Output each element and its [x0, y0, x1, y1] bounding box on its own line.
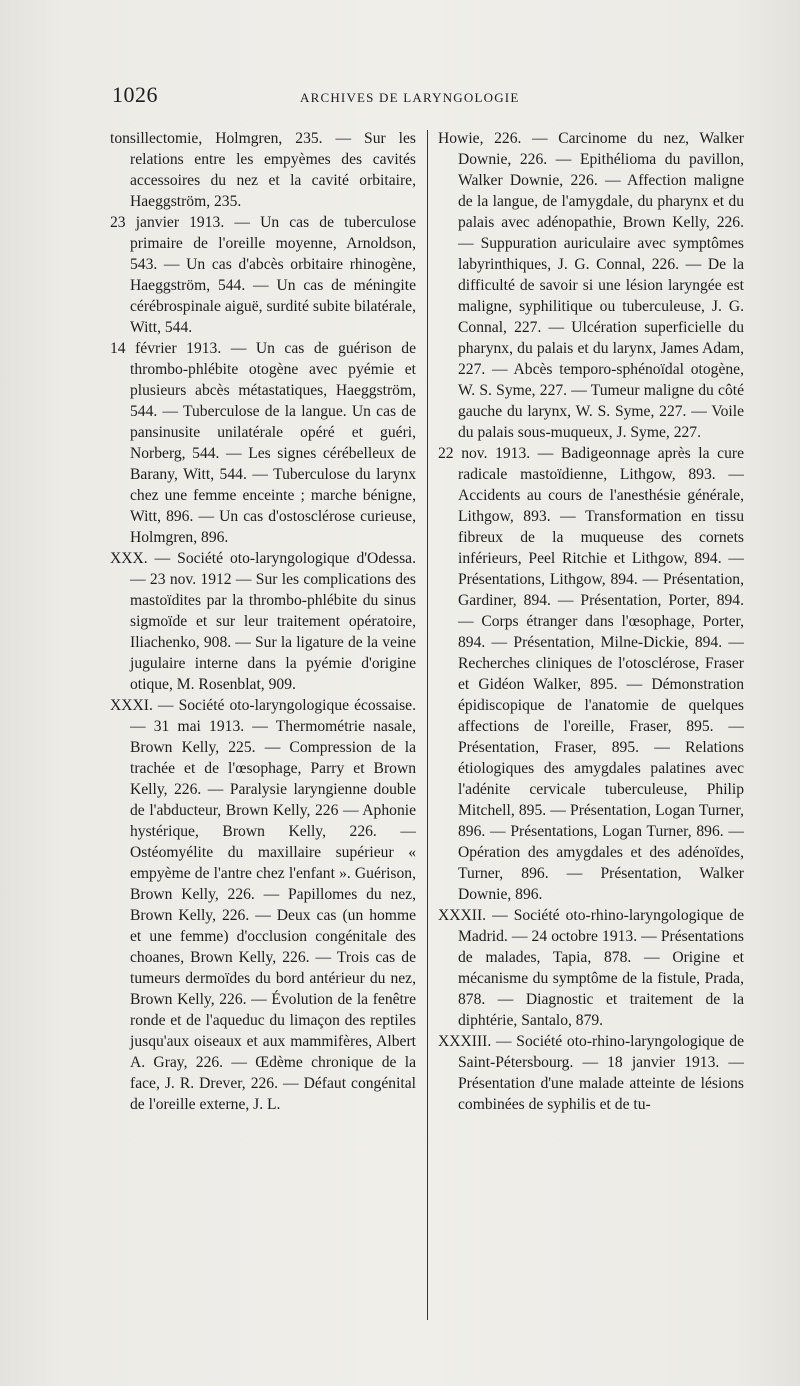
index-entry: XXXII. — Société oto-rhino-laryngologique de Madrid. — 24 octobre 1913. — Présentations de malades, Tapia, 878. — Origine et mécanisme du symptôme de la fistule, Prada, 878. — Diagnostic et traitement de la diphtérie, Santalo, 879. — [438, 907, 744, 1029]
index-entry: XXX. — Société oto-laryngologique d'Odessa. — 23 nov. 1912 — Sur les complications des mastoïdites par la thrombo-phlébite du sinus sigmoïde et sur leur traitement opératoire, Iliachenko, 908. — Sur la ligature de la veine jugulaire interne dans la pyémie d'origine otique, M. Rosenblat, 909. — [110, 550, 416, 693]
index-entry: XXXIII. — Société oto-rhino-laryngologique de Saint-Pétersbourg. — 18 janvier 1913. — Présentation d'une malade atteinte de lésions combinées de syphilis et de tu- — [438, 1033, 744, 1113]
running-title: ARCHIVES DE LARYNGOLOGIE — [300, 90, 520, 105]
index-entry: tonsillectomie, Holmgren, 235. — Sur les relations entre les empyèmes des cavités accessoires du nez et la cavité orbitaire, Haeggström, 235. — [110, 130, 416, 210]
page-number: 1026 — [112, 82, 158, 107]
right-column — [438, 128, 744, 1318]
index-entry: 14 février 1913. — Un cas de guérison de thrombo-phlébite otogène avec pyémie et plusieurs abcès métastatiques, Haeggström, 544. — Tuberculose de la langue. Un cas de pansinusite unilatérale opéré et guéri, Norberg, 544. — Les signes cérébelleux de Barany, Witt, 544. — Tuberculose du larynx chez une femme enceinte ; marche bénigne, Witt, 896. — Un cas d'ostosclérose curieuse, Holmgren, 896. — [110, 340, 416, 546]
index-entry: Howie, 226. — Carcinome du nez, Walker Downie, 226. — Epithélioma du pavillon, Walker Downie, 226. — Affection maligne de la langue, de l'amygdale, du pharynx et du palais avec adénopathie, Brown Kelly, 226. — Suppuration auriculaire avec symptômes labyrinthiques, J. G. Connal, 226. — De la difficulté de savoir si une lésion laryngée est maligne, syphilitique ou tuberculeuse, J. G. Connal, 227. — Ulcération superficielle du pharynx, du palais et du larynx, James Adam, 227. — Abcès temporo-sphénoïdal otogène, W. S. Syme, 227. — Tumeur maligne du côté gauche du larynx, W. S. Syme, 227. — Voile du palais sous-muqueux, J. Syme, 227. — [438, 130, 744, 441]
left-column — [110, 128, 416, 1318]
page-header — [112, 82, 752, 116]
column-divider — [427, 130, 428, 1320]
index-entry: XXXI. — Société oto-laryngologique écossaise. — 31 mai 1913. — Thermométrie nasale, Brown Kelly, 225. — Compression de la trachée et de l'œsophage, Parry et Brown Kelly, 226. — Paralysie laryngienne double de l'abducteur, Brown Kelly, 226 — Aphonie hystérique, Brown Kelly, 226. — Ostéomyélite du maxillaire supérieur « empyème de l'antre chez l'enfant ». Guérison, Brown Kelly, 226. — Papillomes du nez, Brown Kelly, 226. — Deux cas (un homme et une femme) d'occlusion congénitale des choanes, Brown Kelly, 226. — Trois cas de tumeurs dermoïdes du bord antérieur du nez, Brown Kelly, 226. — Évolution de la fenêtre ronde et de l'aqueduc du limaçon des reptiles jusqu'aux oiseaux et aux mammifères, Albert A. Gray, 226. — Œdème chronique de la face, J. R. Drever, 226. — Défaut congénital de l'oreille externe, J. L. — [110, 697, 416, 1113]
index-entry: 23 janvier 1913. — Un cas de tuberculose primaire de l'oreille moyenne, Arnoldson, 543. — Un cas d'abcès orbitaire rhinogène, Haeggström, 544. — Un cas de méningite cérébrospinale aiguë, surdité subite bilatérale, Witt, 544. — [110, 214, 416, 336]
index-entry: 22 nov. 1913. — Badigeonnage après la cure radicale mastoïdienne, Lithgow, 893. — Accidents au cours de l'anesthésie générale, Lithgow, 893. — Transformation en tissu fibreux de la muqueuse des cornets inférieurs, Peel Ritchie et Lithgow, 894. — Présentations, Lithgow, 894. — Présentation, Gardiner, 894. — Présentation, Porter, 894. — Corps étranger dans l'œsophage, Porter, 894. — Présentation, Milne-Dickie, 894. — Recherches cliniques de l'otosclérose, Fraser et Gidéon Walker, 895. — Démonstration épidiscopique de l'anatomie de quelques affections de l'oreille, Fraser, 895. — Présentation, Fraser, 895. — Relations étiologiques des amygdales palatines avec l'adénite cervicale tuberculeuse, Philip Mitchell, 895. — Présentation, Logan Turner, 896. — Présentations, Logan Turner, 896. — Opération des amygdales et des adénoïdes, Turner, 896. — Présentation, Walker Downie, 896. — [438, 445, 744, 903]
